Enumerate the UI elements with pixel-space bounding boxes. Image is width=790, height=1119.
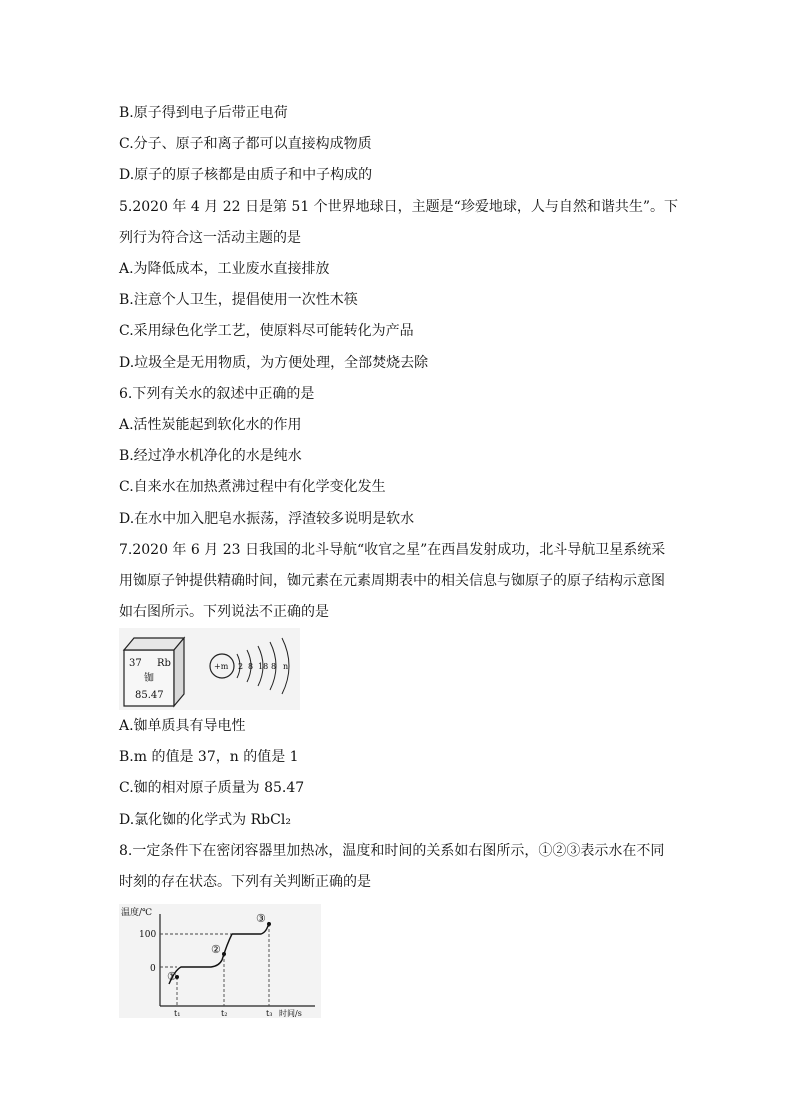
- option-a-q5: A.为降低成本，工业废水直接排放: [119, 261, 330, 277]
- question-5-line-1: 5.2020 年 4 月 22 日是第 51 个世界地球日，主题是“珍爱地球，人与自然和谐共生”。下: [119, 199, 678, 215]
- option-a-q6: A.活性炭能起到软化水的作用: [119, 417, 302, 433]
- y-tick-0: 0: [150, 964, 156, 974]
- point-2-label: ②: [211, 943, 221, 956]
- atomic-mass: 85.47: [135, 690, 164, 701]
- element-symbol: Rb: [157, 658, 171, 669]
- option-b-q6: B.经过净水机净化的水是纯水: [119, 448, 302, 464]
- question-7-line-1: 7.2020 年 6 月 23 日我国的北斗导航“收官之星”在西昌发射成功，北斗导航卫星系统采: [119, 542, 666, 558]
- question-5-line-2: 列行为符合这一活动主题的是: [119, 230, 301, 246]
- question-7-line-3: 如右图所示。下列说法不正确的是: [119, 604, 329, 620]
- shell-count-1: 2: [238, 662, 244, 671]
- option-d-q5: D.垃圾全是无用物质，为方便处理，全部焚烧去除: [119, 355, 429, 371]
- y-tick-100: 100: [139, 930, 157, 940]
- shell-count-5: n: [283, 662, 289, 671]
- question-8-line-1: 8.一定条件下在密闭容器里加热冰，温度和时间的关系如右图所示，①②③表示水在不同: [119, 843, 665, 859]
- option-b-q7: B.m 的值是 37，n 的值是 1: [119, 749, 299, 765]
- option-a-q7: A.铷单质具有导电性: [119, 718, 246, 734]
- rubidium-figure: [119, 628, 300, 710]
- option-d-q4: D.原子的原子核都是由质子和中子构成的: [119, 167, 373, 183]
- heating-curve-figure: [119, 904, 321, 1018]
- option-d-q7: D.氯化铷的化学式为 RbCl₂: [119, 812, 291, 828]
- option-c-q5: C.采用绿色化学工艺，使原料尽可能转化为产品: [119, 323, 414, 339]
- point-2-dot: [222, 952, 226, 956]
- option-c-q4: C.分子、原子和离子都可以直接构成物质: [119, 136, 372, 152]
- x-tick-t3: t₃: [266, 1009, 273, 1018]
- question-7-line-2: 用铷原子钟提供精确时间，铷元素在元素周期表中的相关信息与铷原子的原子结构示意图: [119, 573, 665, 589]
- nucleus-charge: +m: [214, 662, 229, 671]
- question-8-line-2: 时刻的存在状态。下列有关判断正确的是: [119, 874, 371, 890]
- y-axis-label: 温度/℃: [121, 908, 153, 918]
- point-1-label: ①: [167, 970, 177, 983]
- rubidium-figure-svg: [119, 628, 300, 710]
- shell-count-4: 8: [271, 662, 277, 671]
- atomic-number: 37: [129, 658, 142, 669]
- heating-curve-svg: [119, 904, 321, 1018]
- point-3-label: ③: [256, 912, 266, 925]
- shell-count-3: 18: [258, 662, 269, 671]
- question-6: 6.下列有关水的叙述中正确的是: [119, 386, 315, 402]
- x-tick-t1: t₁: [174, 1009, 181, 1018]
- element-box-side: [174, 638, 184, 706]
- option-c-q7: C.铷的相对原子质量为 85.47: [119, 780, 305, 796]
- x-tick-t2: t₂: [221, 1009, 228, 1018]
- element-name: 铷: [144, 673, 154, 684]
- point-3-dot: [267, 922, 271, 926]
- option-d-q6: D.在水中加入肥皂水振荡，浮渣较多说明是软水: [119, 511, 415, 527]
- option-b-q4: B.原子得到电子后带正电荷: [119, 105, 288, 121]
- option-b-q5: B.注意个人卫生，提倡使用一次性木筷: [119, 292, 358, 308]
- shell-count-2: 8: [248, 662, 254, 671]
- x-axis-label: 时间/s: [279, 1009, 302, 1018]
- option-c-q6: C.自来水在加热煮沸过程中有化学变化发生: [119, 479, 386, 495]
